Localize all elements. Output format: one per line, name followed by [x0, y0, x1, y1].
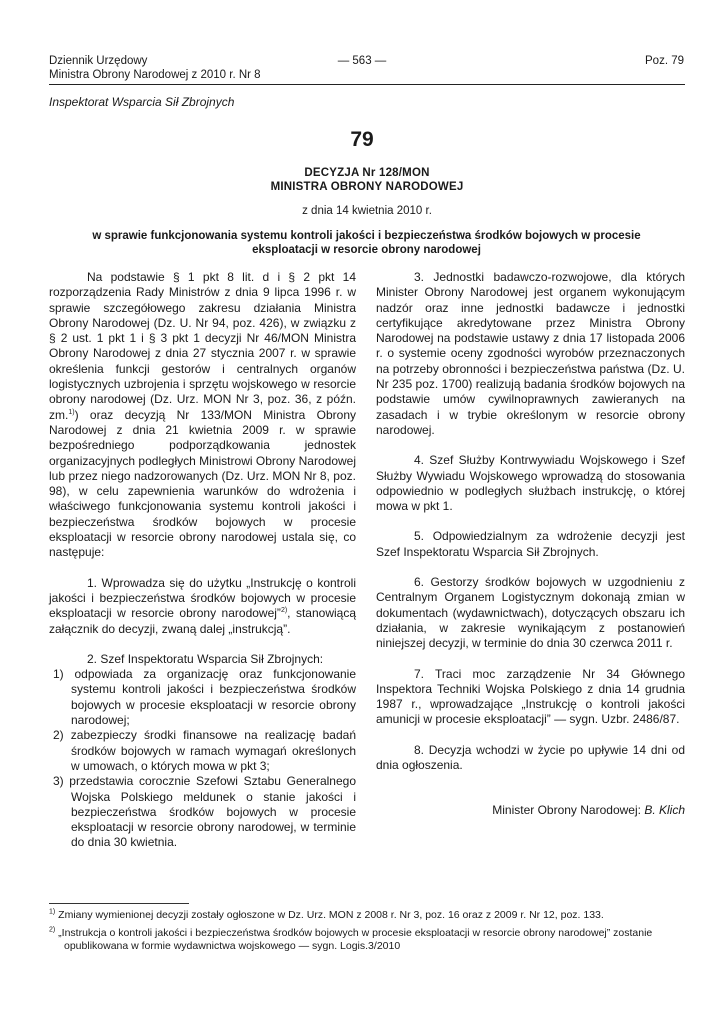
point-4: 4. Szef Służby Kontrwywiadu Wojskowego i Szef Służby Wywiadu Wojskowego wprowadzą do stosowania odpowiednio w podległych służbach instrukcję, o której mowa w pkt 1. — [376, 453, 685, 514]
decision-subject-line2: eksploatacji w resorcie obrony narodowej — [252, 244, 481, 256]
list-item: 1) odpowiada za organizację oraz funkcjonowanie systemu kontroli jakości i bezpieczeństwa środków bojowych w procesie eksploatacji w resorcie obrony narodowej; — [53, 667, 356, 728]
footnote-text: Zmiany wymienionej decyzji zostały ogłoszone w Dz. Urz. MON z 2008 r. Nr 3, poz. 16 oraz z 2009 r. Nr 12, poz. 133. — [58, 909, 604, 921]
point-8: 8. Decyzja wchodzi w życie po upływie 14 dni od dnia ogłoszenia. — [376, 742, 685, 773]
journal-name: Dziennik Urzędowy — [49, 55, 148, 67]
decision-subject-line1: w sprawie funkcjonowania systemu kontroli jakości i bezpieczeństwa środków bojowych w procesie — [92, 230, 641, 242]
point-3: 3. Jednostki badawczo-rozwojowe, dla których Minister Obrony Narodowej jest organem wykonującym nadzór oraz inne jednostki badawcze i jednostki certyfikujące akredytowane przez Ministra Obrony Narodowej na podstawie ustawy z dnia 17 listopada 2006 r. o systemie oceny zgodności wyrobów przeznaczonych na potrzeby obronności i bezpieczeństwa państwa (Dz. U. Nr 235 poz. 1700) realizują badania środków bojowych na podstawie umów cywilnoprawnych zawieranych na zasadach i w trybie określonym w resorcie obrony narodowej. — [376, 270, 685, 437]
footnote-mark: 1) — [49, 908, 56, 916]
decision-title-line1: DECYZJA Nr 128/MON — [304, 167, 430, 179]
journal-subtitle: Ministra Obrony Narodowej z 2010 r. Nr 8 — [49, 69, 261, 81]
footnote-divider — [49, 903, 189, 904]
decision-date: z dnia 14 kwietnia 2010 r. — [302, 205, 432, 217]
preamble — [49, 270, 356, 561]
preamble-text-b: ) oraz decyzją Nr 133/MON Ministra Obrony Narodowej z dnia 21 kwietnia 2009 r. w sprawie bezpośredniego podporządkowania jednostek organizacyjnych podległych Ministrowi Obrony Narodowej lub przez niego nadzorowanych (Dz. Urz. MON Nr 8, poz. 98), w celu zapewnienia warunków do wdrożenia i właściwego funkcjonowania systemu kontroli jakości i bezpieczeństwa środków bojowych w procesie eksploatacji w resorcie obrony narodowej ustala się, co następuje: — [49, 407, 356, 560]
footnote-ref-2: 2) — [280, 607, 288, 615]
right-column — [376, 270, 685, 819]
page-number: — 563 — — [337, 55, 387, 67]
position-number: Poz. 79 — [645, 55, 684, 67]
footnote-1 — [49, 909, 689, 923]
issuing-authority: Inspektorat Wsparcia Sił Zbrojnych — [49, 95, 235, 109]
point-1-text-a: 1. Wprowadza się do użytku „Instrukcję o kontroli jakości i bezpieczeństwa środków bojowych w procesie eksploatacji w resorcie obrony narodowej” — [49, 575, 356, 621]
signature-name: B. Klich — [644, 803, 685, 818]
footnote-text: „Instrukcja o kontroli jakości i bezpieczeństwa środków bojowych w procesie eksploatacji w resorcie obrony narodowej” zostanie opublikowana w formie wydawnictwa wojskowego — sygn. Logis.3/2010 — [58, 926, 653, 952]
decision-title — [0, 166, 724, 194]
footnote-ref-1: 1) — [68, 408, 75, 416]
left-column — [49, 270, 356, 851]
journal-header — [49, 54, 261, 82]
item-number: 79 — [350, 128, 374, 151]
point-7: 7. Traci moc zarządzenie Nr 34 Głównego Inspektora Techniki Wojska Polskiego z dnia 14 grudnia 1987 r., wprowadzające „Instrukcję o kontroli jakości amunicji w procesie eksploatacji” — sygn. Uzbr. 2486/87. — [376, 666, 685, 727]
footnotes — [49, 909, 689, 958]
list-item: 3) przedstawia corocznie Szefowi Sztabu Generalnego Wojska Polskiego meldunek o stanie jakości i bezpieczeństwa środków bojowych w procesie eksploatacji w resorcie obrony narodowej, w terminie do dnia 30 kwietnia. — [53, 774, 356, 850]
point-2-list — [49, 667, 356, 851]
point-6: 6. Gestorzy środków bojowych w uzgodnieniu z Centralnym Organem Logistycznym dokonają zmian w dokumentach (wydawnictwach), dotyczących obszaru ich działania, w zakresie wynikającym z postanowień niniejszej decyzji, w terminie do dnia 30 czerwca 2011 r. — [376, 575, 685, 651]
decision-title-line2: MINISTRA OBRONY NARODOWEJ — [270, 181, 464, 193]
point-1-text-b: , stanowiącą załącznik do decyzji, zwaną dalej „instrukcją”. — [49, 606, 356, 636]
point-2-intro: 2. Szef Inspektoratu Wsparcia Sił Zbrojnych: — [87, 651, 324, 666]
signature-role: Minister Obrony Narodowej: — [492, 803, 641, 818]
footnote-2 — [49, 927, 689, 954]
preamble-text-a: Na podstawie § 1 pkt 8 lit. d i § 2 pkt 14 rozporządzenia Rady Ministrów z dnia 9 lipca 1996 r. w sprawie szczegółowego zakresu działania Ministra Obrony Narodowej (Dz. U. Nr 94, poz. 426), w związku z § 2 ust. 1 pkt 1 i § 3 pkt 1 decyzji Nr 46/MON Ministra Obrony Narodowej z dnia 27 stycznia 2007 r. w sprawie określenia funkcji gestorów i centralnych organów logistycznych uzbrojenia i sprzętu wojskowego w resorcie obrony narodowej (Dz. Urz. MON Nr 3, poz. 36, z późn. zm. — [49, 270, 356, 422]
point-1 — [49, 576, 356, 637]
point-5: 5. Odpowiedzialnym za wdrożenie decyzji jest Szef Inspektoratu Wsparcia Sił Zbrojnych. — [376, 529, 685, 559]
decision-subject — [49, 229, 684, 257]
signature — [376, 803, 685, 818]
footnote-mark: 2) — [49, 926, 56, 933]
header-divider — [49, 84, 685, 85]
list-item: 2) zabezpieczy środki finansowe na realizację badań środków bojowych w ramach wymagań określonych w umowach, o których mowa w pkt 3; — [53, 728, 356, 773]
